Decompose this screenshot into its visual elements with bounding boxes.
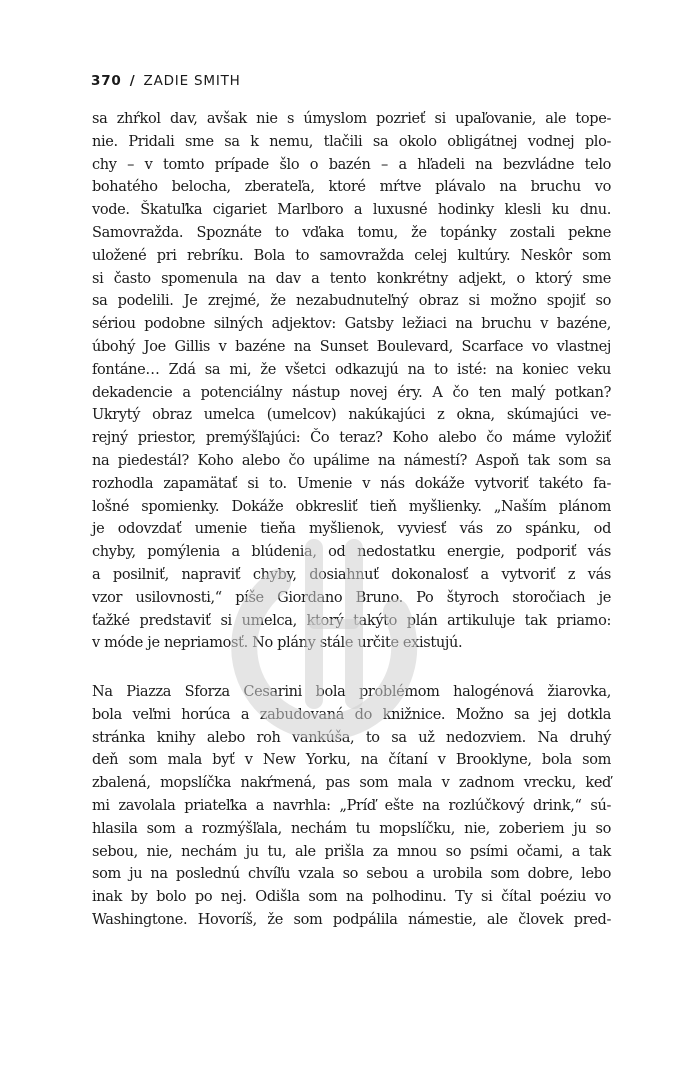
text-line: sebou, nie, nechám ju tu, ale prišla za mnou so psími očami, a tak — [92, 843, 611, 860]
text-line: som ju na poslednú chvíľu vzala so sebou a urobila som dobre, lebo — [92, 866, 611, 883]
text-line: v móde je nepriamosť. No plány stále určite existujú. — [92, 635, 463, 652]
paragraph-2 — [92, 681, 611, 932]
text-line: vode. Škatuľka cigariet Marlboro a luxusné hodinky klesli ku dnu. — [92, 202, 611, 219]
text-line: rozhodla zapamätať si to. Umenie v nás dokáže vytvoriť takéto fa- — [92, 475, 611, 492]
text-line: Washingtone. Hovoríš, že som podpálila námestie, ale človek pred- — [92, 911, 611, 928]
text-line: Samovražda. Spoznáte to vďaka tomu, že topánky zostali pekne — [92, 224, 611, 241]
text-line: a posilniť, napraviť chyby, dosiahnuť dokonalosť a vytvoriť z vás — [92, 566, 611, 583]
text-line: deň som mala byť v New Yorku, na čítaní v Brooklyne, bola som — [92, 752, 611, 769]
text-line: bola veľmi horúca a zabudovaná do knižnice. Možno sa jej dotkla — [92, 706, 611, 723]
author-name: ZADIE SMITH — [143, 73, 241, 89]
text-line: vzor usilovnosti,“ píše Giordano Bruno. Po štyroch storočiach je — [92, 589, 611, 606]
text-line: Na Piazza Sforza Cesarini bola problémom halogénová žiarovka, — [92, 684, 611, 700]
text-line: sa zhŕkol dav, avšak nie s úmyslom pozrieť si upaľovanie, ale tope- — [92, 111, 611, 127]
text-line: Ukrytý obraz umelca (umelcov) nakúkajúci z okna, skúmajúci ve- — [92, 407, 611, 424]
page-number: 370 — [91, 73, 122, 89]
text-line: chyby, pomýlenia a blúdenia, od nedostatku energie, podporiť vás — [92, 544, 611, 561]
running-header — [91, 73, 241, 89]
text-line: inak by bolo po nej. Odišla som na polhodinu. Ty si čítal poéziu vo — [92, 889, 611, 906]
paragraph-1 — [92, 108, 611, 655]
text-line: si často spomenula na dav a tento konkrétny adjekt, o ktorý sme — [92, 270, 611, 287]
header-separator: / — [129, 73, 136, 89]
text-line: nie. Pridali sme sa k nemu, tlačili sa okolo obligátnej vodnej plo- — [92, 133, 611, 150]
text-line: chy – v tomto prípade šlo o bazén – a hľadeli na bezvládne telo — [92, 156, 611, 173]
text-line: sériou podobne silných adjektov: Gatsby ležiaci na bruchu v bazéne, — [92, 316, 611, 333]
text-line: úbohý Joe Gillis v bazéne na Sunset Boulevard, Scarface vo vlastnej — [92, 338, 611, 355]
text-line: stránka knihy alebo roh vankúša, to sa už nedozviem. Na druhý — [92, 729, 611, 746]
text-line: hlasila som a rozmýšľala, nechám tu mopslíčku, nie, zoberiem ju so — [92, 820, 611, 837]
text-line: lošné spomienky. Dokáže obkresliť tieň myšlienky. „Naším plánom — [92, 498, 611, 515]
text-line: rejný priestor, premýšľajúci: Čo teraz? Koho alebo čo máme vyložiť — [92, 430, 611, 447]
text-line: fontáne… Zdá sa mi, že všetci odkazujú na to isté: na koniec veku — [92, 361, 611, 378]
text-line: uložené pri rebríku. Bola to samovražda celej kultúry. Neskôr som — [92, 247, 611, 264]
text-line: mi zavolala priateľka a navrhla: „Príď ešte na rozlúčkový drink,“ sú- — [92, 797, 611, 814]
text-line: sa podelili. Je zrejmé, že nezabudnuteľný obraz si možno spojiť so — [92, 293, 611, 310]
text-line: zbalená, mopslíčka nakŕmená, pas som mala v zadnom vrecku, keď — [92, 775, 611, 792]
text-line: je odovzdať umenie tieňa myšlienok, vyviesť vás zo spánku, od — [92, 521, 611, 538]
text-line: bohatého belocha, zberateľa, ktoré mŕtve plávalo na bruchu vo — [92, 179, 611, 196]
text-line: ťažké predstaviť si umelca, ktorý takýto plán artikuluje tak priamo: — [92, 612, 611, 629]
text-line: dekadencie a potenciálny nástup novej éry. A čo ten malý potkan? — [92, 384, 611, 401]
text-line: na piedestál? Koho alebo čo upálime na námestí? Aspoň tak som sa — [92, 452, 611, 469]
